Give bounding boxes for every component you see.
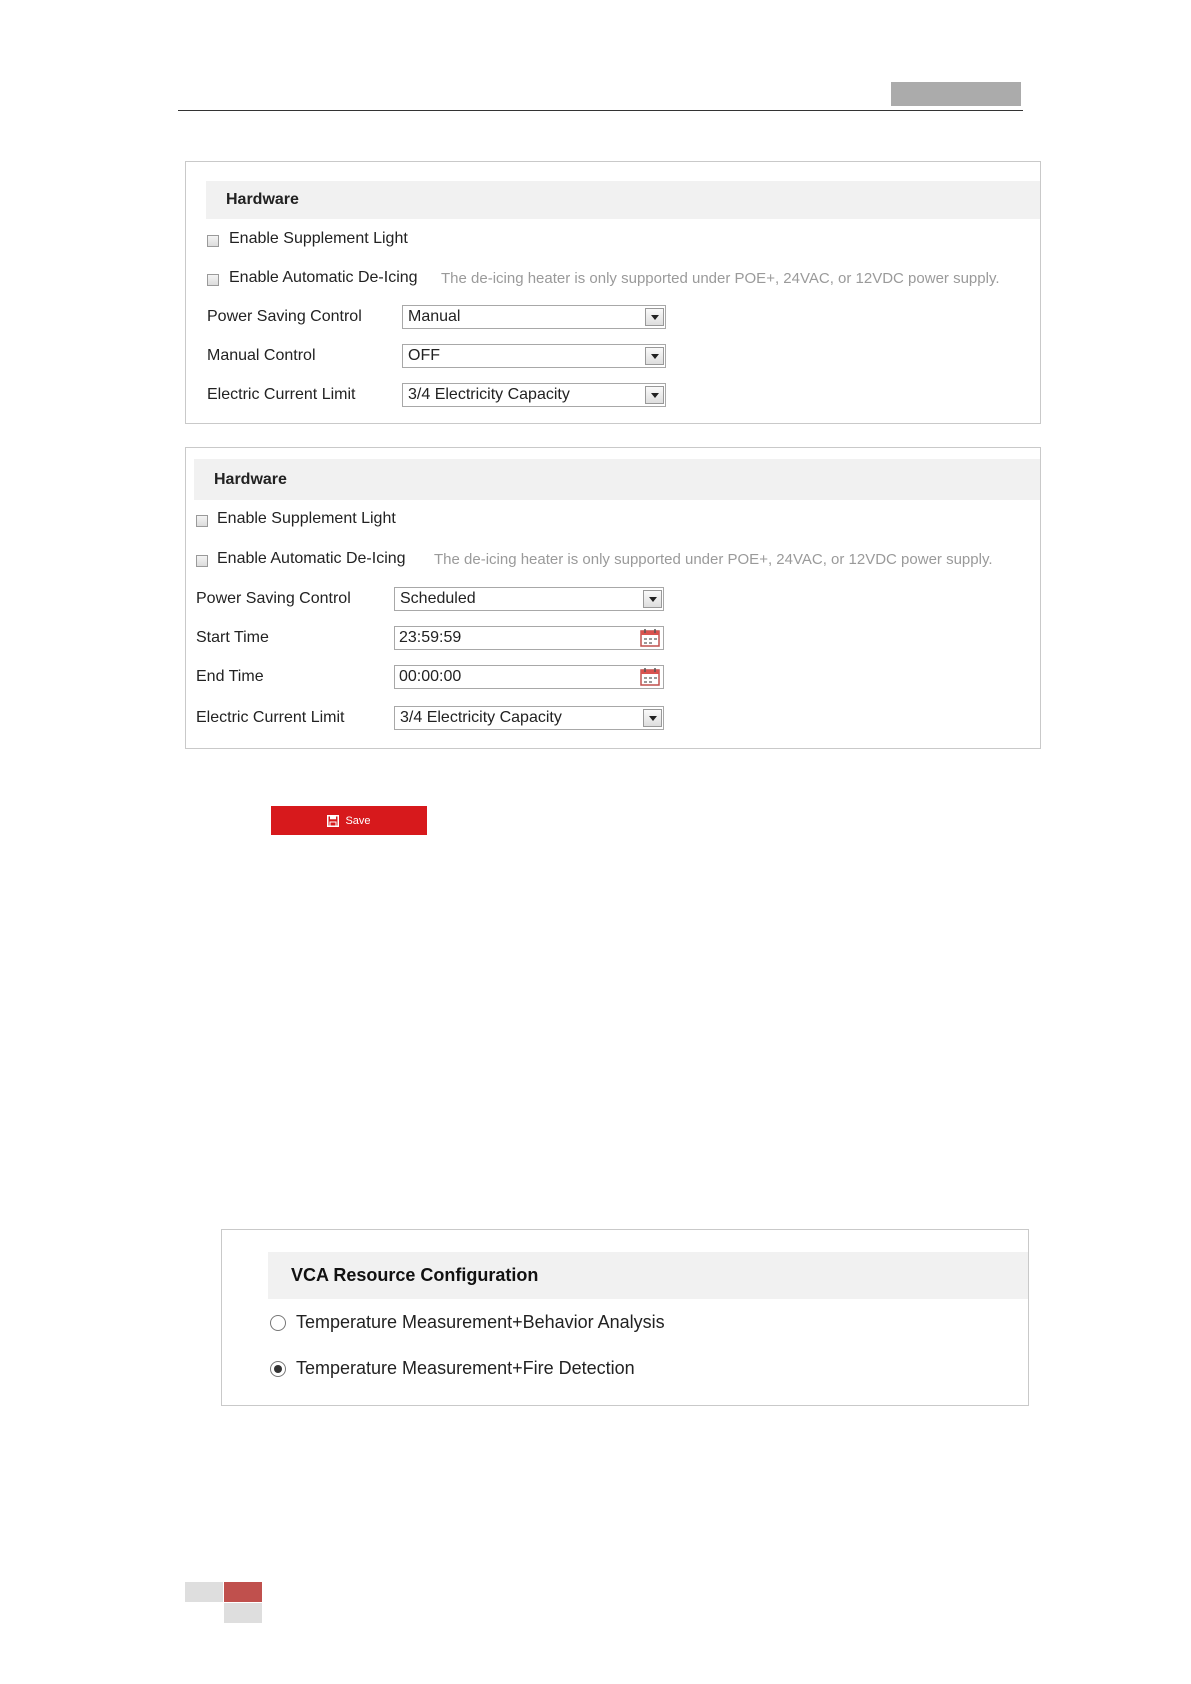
start-time-value: 23:59:59: [399, 629, 462, 646]
deicing-hint: The de-icing heater is only supported under POE+, 24VAC, or 12VDC power supply.: [434, 551, 993, 568]
current-limit-value: 3/4 Electricity Capacity: [400, 709, 562, 726]
current-limit-select[interactable]: [402, 383, 666, 407]
save-button[interactable]: [271, 806, 427, 835]
footer-block-gray: [185, 1582, 223, 1602]
hardware-panel-scheduled: [185, 447, 1041, 749]
panel-title: Hardware: [206, 181, 1040, 219]
radio-fire-detection[interactable]: [270, 1361, 286, 1377]
end-time-field[interactable]: [394, 665, 664, 689]
vca-panel-title: VCA Resource Configuration: [268, 1252, 1028, 1299]
supplement-light-checkbox[interactable]: [207, 235, 219, 247]
deicing-checkbox[interactable]: [196, 555, 208, 567]
footer-block-gray: [224, 1603, 262, 1623]
manual-control-value: OFF: [408, 347, 440, 364]
vca-resource-panel: [221, 1229, 1029, 1406]
current-limit-label: Electric Current Limit: [196, 709, 345, 726]
footer-block-red: [224, 1582, 262, 1602]
deicing-label: Enable Automatic De-Icing: [217, 550, 406, 567]
end-time-label: End Time: [196, 668, 264, 685]
deicing-checkbox[interactable]: [207, 274, 219, 286]
end-time-value: 00:00:00: [399, 668, 462, 685]
current-limit-label: Electric Current Limit: [207, 386, 356, 403]
chevron-down-icon[interactable]: [643, 709, 662, 727]
hardware-panel-manual: [185, 161, 1041, 424]
supplement-light-label: Enable Supplement Light: [229, 230, 408, 247]
chevron-down-icon[interactable]: [643, 590, 662, 608]
header-tab-block: [891, 82, 1021, 106]
start-time-field[interactable]: [394, 626, 664, 650]
option-behavior-analysis-label: Temperature Measurement+Behavior Analysis: [296, 1312, 665, 1332]
chevron-down-icon[interactable]: [645, 386, 664, 404]
deicing-label: Enable Automatic De-Icing: [229, 269, 418, 286]
current-limit-value: 3/4 Electricity Capacity: [408, 386, 570, 403]
start-time-label: Start Time: [196, 629, 269, 646]
power-saving-value: Scheduled: [400, 590, 476, 607]
supplement-light-checkbox[interactable]: [196, 515, 208, 527]
option-fire-detection-label: Temperature Measurement+Fire Detection: [296, 1358, 635, 1378]
radio-behavior-analysis[interactable]: [270, 1315, 286, 1331]
power-saving-label: Power Saving Control: [207, 308, 362, 325]
deicing-hint: The de-icing heater is only supported under POE+, 24VAC, or 12VDC power supply.: [441, 270, 1000, 287]
power-saving-label: Power Saving Control: [196, 590, 351, 607]
power-saving-select[interactable]: [394, 587, 664, 611]
chevron-down-icon[interactable]: [645, 308, 664, 326]
chevron-down-icon[interactable]: [645, 347, 664, 365]
calendar-icon[interactable]: [640, 629, 660, 647]
supplement-light-label: Enable Supplement Light: [217, 510, 396, 527]
panel-title: Hardware: [194, 459, 1040, 500]
header-rule: [178, 110, 1023, 111]
save-icon: [327, 815, 339, 827]
power-saving-value: Manual: [408, 308, 461, 325]
current-limit-select[interactable]: [394, 706, 664, 730]
power-saving-select[interactable]: [402, 305, 666, 329]
calendar-icon[interactable]: [640, 668, 660, 686]
manual-control-label: Manual Control: [207, 347, 316, 364]
save-button-label: Save: [345, 814, 371, 827]
manual-control-select[interactable]: [402, 344, 666, 368]
